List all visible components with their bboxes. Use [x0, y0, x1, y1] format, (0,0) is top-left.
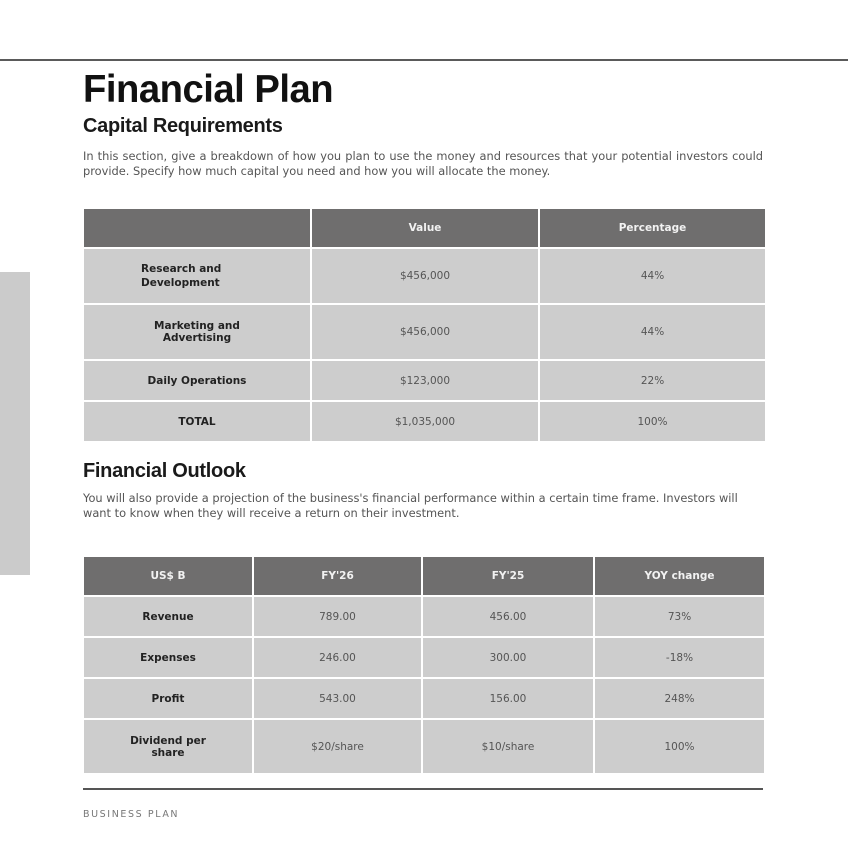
table-row: [84, 249, 765, 303]
capital-requirements-description: In this section, give a breakdown of how you plan to use the money and resources that your potential investors could provide. Specify how much capital you need and how you will allocate the money.: [83, 149, 763, 178]
fy25-cell: 456.00: [423, 597, 593, 636]
row-label: Revenue: [84, 597, 252, 636]
yoy-cell: -18%: [595, 638, 764, 677]
financial-outlook-heading: Financial Outlook: [83, 460, 246, 482]
financial-outlook-table: [82, 555, 766, 775]
fy26-cell: 246.00: [254, 638, 421, 677]
column-header-fy26: FY'26: [254, 557, 421, 595]
capital-requirements-heading: Capital Requirements: [83, 115, 283, 137]
row-label: Profit: [84, 679, 252, 718]
table-header-row: [84, 209, 765, 247]
column-header-yoy: YOY change: [595, 557, 764, 595]
column-header-percentage: Percentage: [540, 209, 765, 247]
table-row: [84, 305, 765, 359]
fy25-cell: 300.00: [423, 638, 593, 677]
fy25-cell: $10/share: [423, 720, 593, 773]
fy26-cell: 789.00: [254, 597, 421, 636]
percentage-cell: 100%: [540, 402, 765, 441]
table-row-total: [84, 402, 765, 441]
row-label: Dividend per share: [84, 720, 252, 773]
yoy-cell: 73%: [595, 597, 764, 636]
value-cell: $456,000: [312, 249, 538, 303]
fy26-cell: $20/share: [254, 720, 421, 773]
value-cell: $123,000: [312, 361, 538, 400]
column-header-category: [84, 209, 310, 247]
percentage-cell: 22%: [540, 361, 765, 400]
row-label: Expenses: [84, 638, 252, 677]
table-row: [84, 361, 765, 400]
column-header-fy25: FY'25: [423, 557, 593, 595]
bottom-divider: [83, 788, 763, 790]
table-row: [84, 597, 764, 636]
table-row: [84, 679, 764, 718]
table-header-row: [84, 557, 764, 595]
percentage-cell: 44%: [540, 249, 765, 303]
table-row: [84, 720, 764, 773]
table-row: [84, 638, 764, 677]
footer-label: BUSINESS PLAN: [83, 809, 180, 820]
column-header-value: Value: [312, 209, 538, 247]
row-label: Marketing and Advertising: [84, 305, 310, 359]
fy25-cell: 156.00: [423, 679, 593, 718]
row-label: Daily Operations: [84, 361, 310, 400]
percentage-cell: 44%: [540, 305, 765, 359]
capital-requirements-table: [82, 207, 767, 443]
top-divider: [0, 59, 848, 61]
row-label: TOTAL: [84, 402, 310, 441]
fy26-cell: 543.00: [254, 679, 421, 718]
side-decoration-block: [0, 272, 30, 575]
value-cell: $1,035,000: [312, 402, 538, 441]
column-header-unit: US$ B: [84, 557, 252, 595]
yoy-cell: 248%: [595, 679, 764, 718]
row-label: Research and Development: [84, 249, 310, 303]
yoy-cell: 100%: [595, 720, 764, 773]
financial-outlook-description: You will also provide a projection of the business's financial performance within a certain time frame. Investors will want to know when they will receive a return on their investment.: [83, 491, 738, 520]
page-title: Financial Plan: [83, 68, 334, 111]
value-cell: $456,000: [312, 305, 538, 359]
